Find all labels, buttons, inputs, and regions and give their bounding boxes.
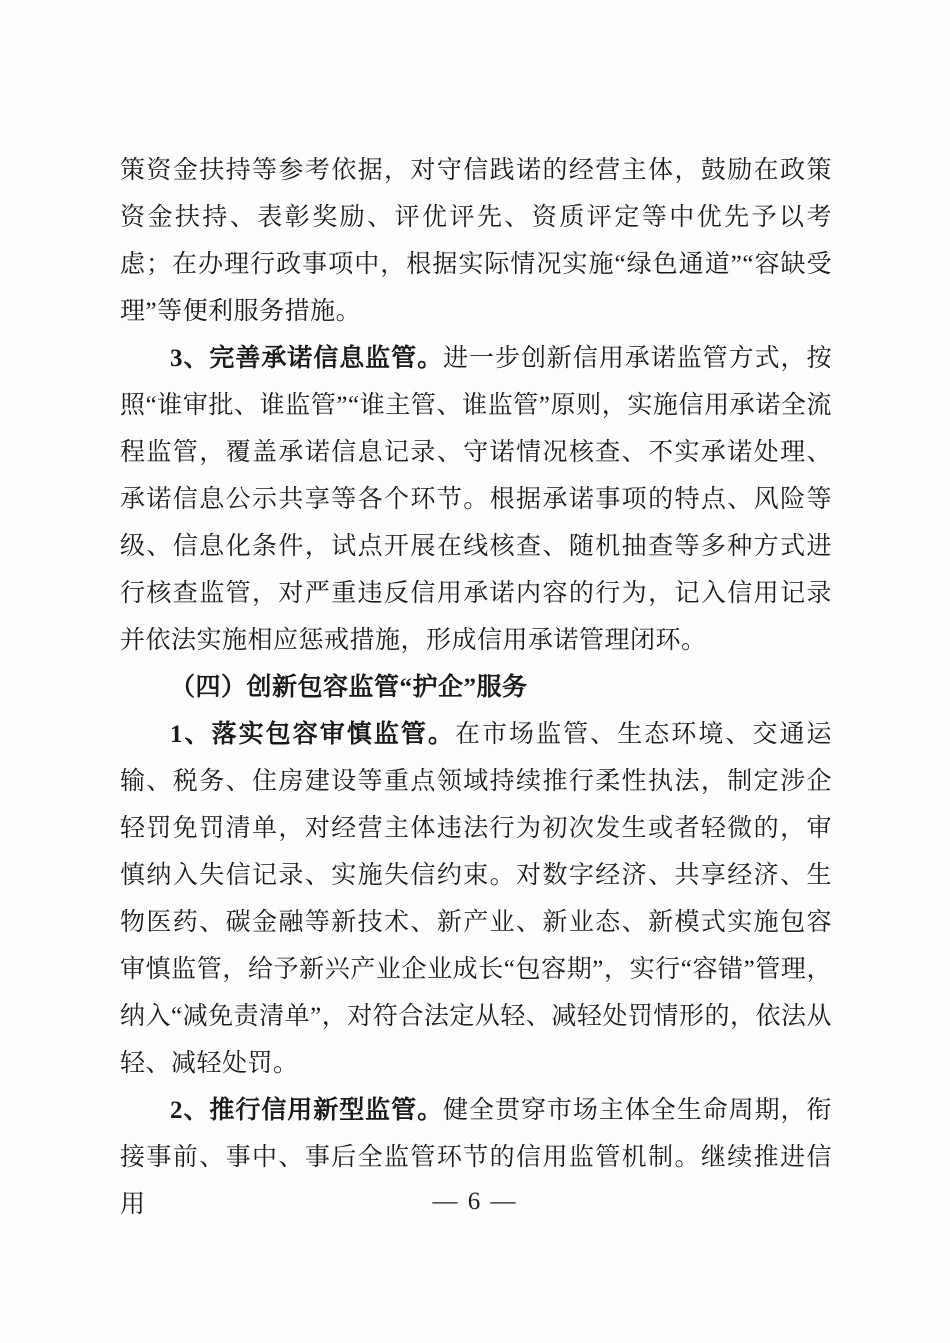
paragraph: 1、落实包容审慎监管。在市场监管、生态环境、交通运输、税务、住房建设等重点领域持续推行柔性执法，制定涉企轻罚免罚清单，对经营主体违法行为初次发生或者轻微的，审慎纳入失信记录、实施失信约束。对数字经济、共享经济、生物医药、碳金融等新技术、新产业、新业态、新模式实施包容审慎监管，给予新兴产业企业成长“包容期”，实行“容错”管理，纳入“减免责清单”，对符合法定从轻、减轻处罚情形的，依法从轻、减轻处罚。 <box>120 721 832 1077</box>
section-heading: （四）创新包容监管“护企”服务 <box>170 674 528 701</box>
paragraph: 策资金扶持等参考依据，对守信践诺的经营主体，鼓励在政策资金扶持、表彰奖励、评优评先、资质评定等中优先予以考虑；在办理行政事项中，根据实际情况实施“绿色通道”“容缺受理”等便利服务措施。 <box>120 157 832 325</box>
paragraph-lead: 2、推行信用新型监管。 <box>170 1097 444 1124</box>
paragraph-lead: 1、落实包容审慎监管。 <box>170 721 455 748</box>
paragraph: 3、完善承诺信息监管。进一步创新信用承诺监管方式，按照“谁审批、谁监管”“谁主管、谁监管”原则，实施信用承诺全流程监管，覆盖承诺信息记录、守诺情况核查、不实承诺处理、承诺信息公示共享等各个环节。根据承诺事项的特点、风险等级、信息化条件，试点开展在线核查、随机抽查等多种方式进行核查监管，对严重违反信用承诺内容的行为，记入信用记录并依法实施相应惩戒措施，形成信用承诺管理闭环。 <box>120 345 832 654</box>
paragraph-lead: 3、完善承诺信息监管。 <box>170 345 444 372</box>
page-number: — 6 — <box>432 1188 518 1215</box>
paragraph: 2、推行信用新型监管。健全贯穿市场主体全生命周期，衔接事前、事中、事后全监管环节的信用监管机制。继续推进信用 <box>120 1097 832 1218</box>
page-footer <box>0 1188 950 1216</box>
document-body <box>120 147 832 1228</box>
